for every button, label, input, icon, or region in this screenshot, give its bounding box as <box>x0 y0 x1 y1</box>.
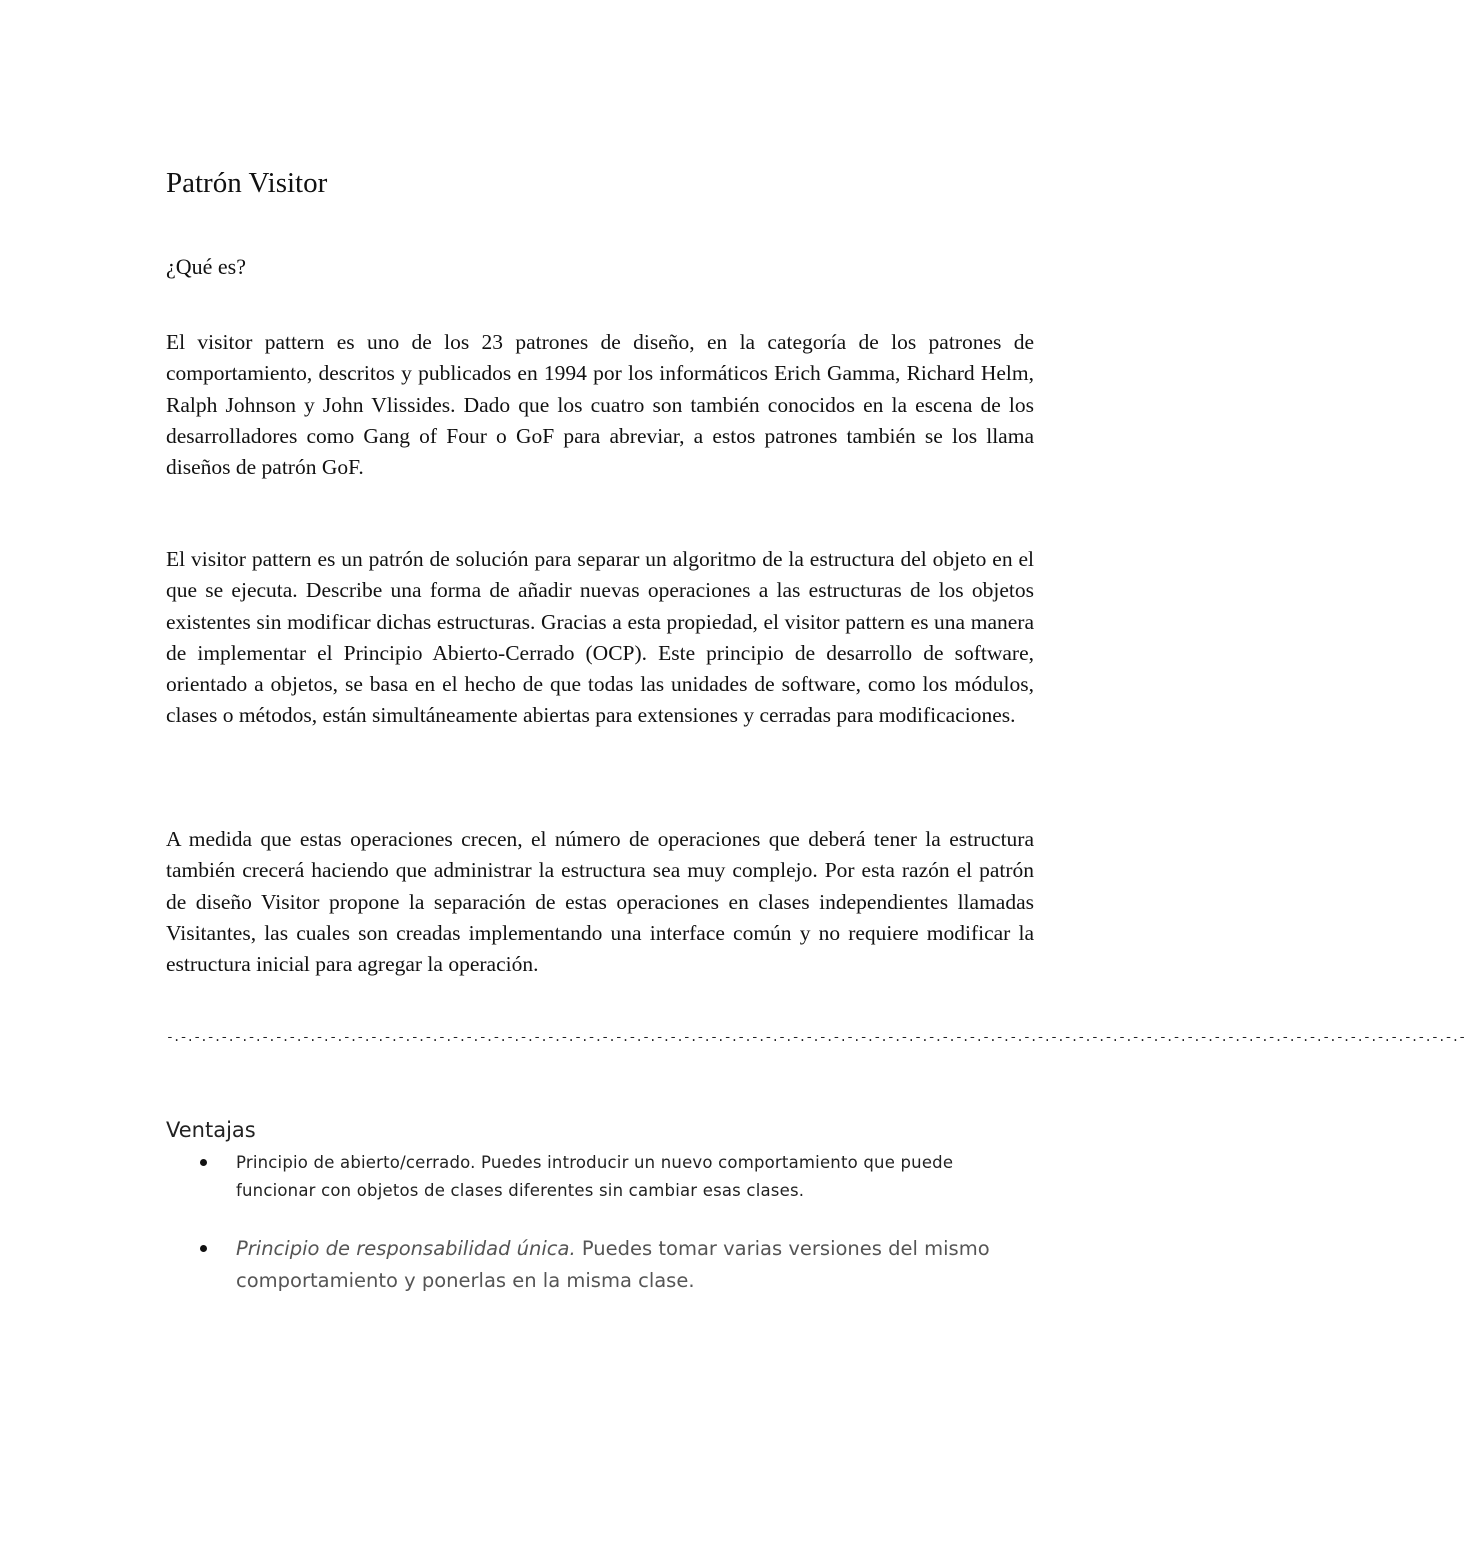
advantages-heading: Ventajas <box>166 1118 256 1142</box>
list-item-emphasis: Principio de responsabilidad única. <box>236 1237 576 1260</box>
advantages-list <box>166 1149 1034 1297</box>
bullet-icon <box>200 1245 207 1252</box>
list-item <box>166 1233 1034 1297</box>
paragraph-intro: El visitor pattern es uno de los 23 patrones de diseño, en la categoría de los patrones de comportamiento, descritos y publicados en 1994 por los informáticos Erich Gamma, Richard Helm, Ralph Johnson y John Vlissides. Dado que los cuatro son también conocidos en la escena de los desarrolladores como Gang of Four o GoF para abreviar, a estos patrones también se los llama diseños de patrón GoF. <box>166 330 1034 480</box>
paragraph-definition: El visitor pattern es un patrón de solución para separar un algoritmo de la estructura del objeto en el que se ejecuta. Describe una forma de añadir nuevas operaciones a las estructuras de los objetos existentes sin modificar dichas estructuras. Gracias a esta propiedad, el visitor pattern es una manera de implementar el Principio Abierto-Cerrado (OCP). Este principio de desarrollo de software, orientado a objetos, se basa en el hecho de que todas las unidades de software, como los módulos, clases o métodos, están simultáneamente abiertas para extensiones y cerradas para modificaciones. <box>166 547 1034 728</box>
dotted-divider: -.-.-.-.-.-.-.-.-.-.-.-.-.-.-.-.-.-.-.-.-.-.-.-.-.-.-.-.-.-.-.-.-.-.-.-.-.-.-.-.-.-.-.-.-.-.-.-.-.-.-.-.-.-.-.-.-.-.-.-.-.-.-.-.-.-.-.-.-.-.-.-.-.-.-.-.-.-.-.-.-.-.-.-.-.-.-.-.-.-.-.-.-.-.-.- <box>166 1030 1465 1045</box>
list-item-text: Principio de abierto/cerrado. Puedes introducir un nuevo comportamiento que puede funcionar con objetos de clases diferentes sin cambiar esas clases. <box>236 1153 954 1200</box>
bullet-icon <box>200 1159 207 1166</box>
paragraph-motivation: A medida que estas operaciones crecen, el número de operaciones que deberá tener la estructura también crecerá haciendo que administrar la estructura sea muy complejo. Por esta razón el patrón de diseño Visitor propone la separación de estas operaciones en clases independientes llamadas Visitantes, las cuales son creadas implementando una interface común y no requiere modificar la estructura inicial para agregar la operación. <box>166 827 1034 977</box>
list-item <box>166 1149 1034 1205</box>
list-item-text: Puedes tomar varias versiones del mismo comportamiento y ponerlas en la misma clase. <box>236 1237 990 1292</box>
document-title: Patrón Visitor <box>166 167 328 199</box>
section-subheading: ¿Qué es? <box>166 254 247 279</box>
